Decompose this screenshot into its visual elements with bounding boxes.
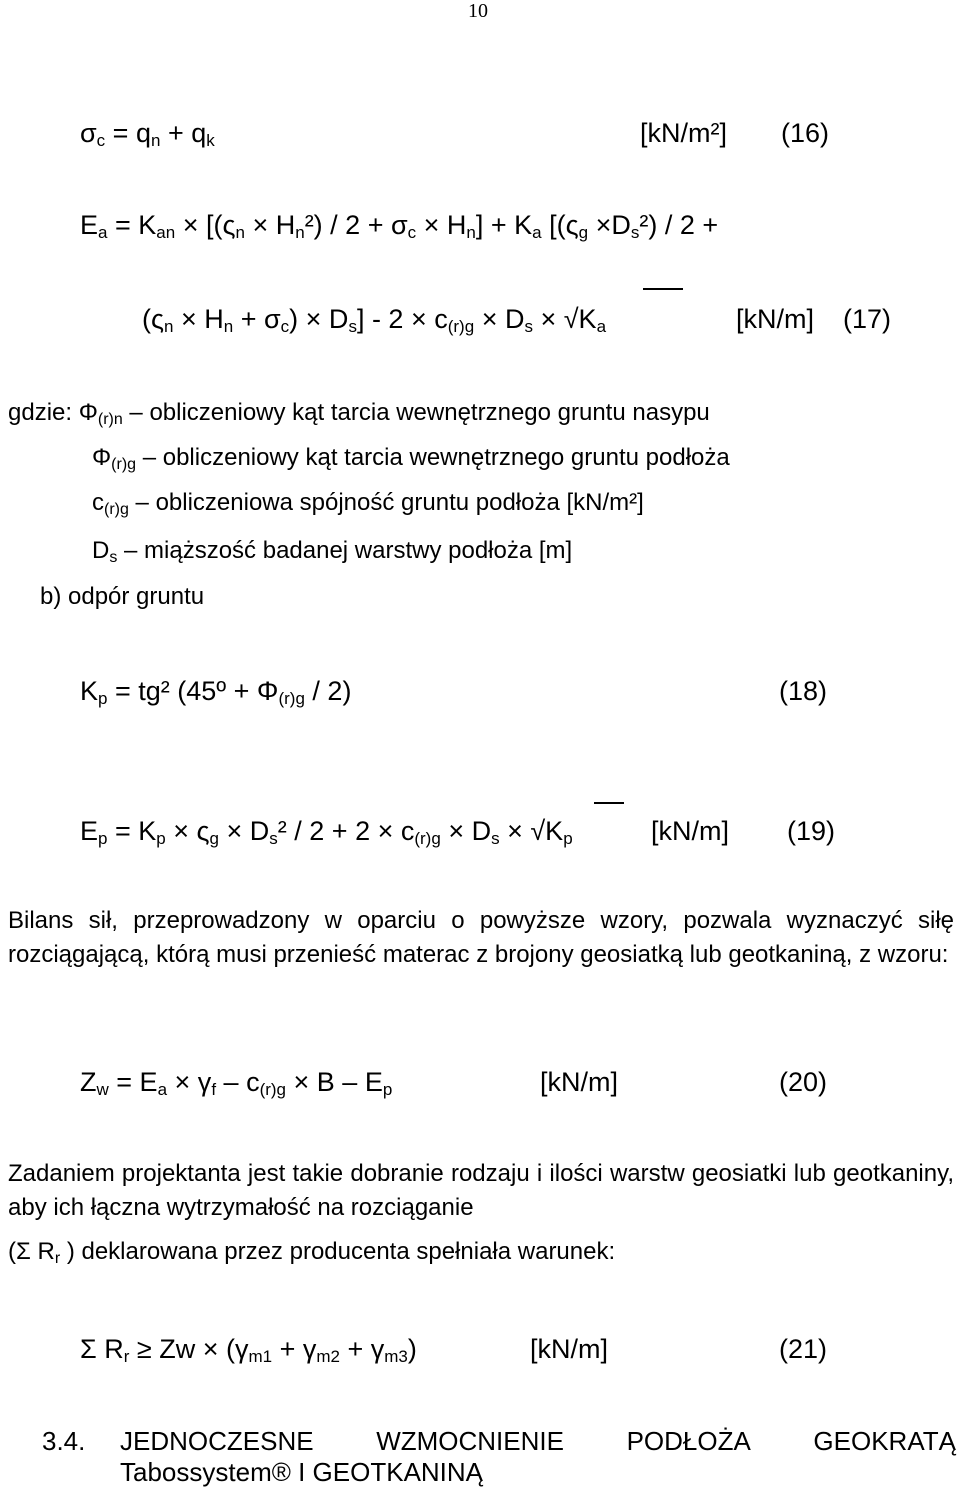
section-number: 3.4. <box>42 1426 86 1456</box>
equation-21-number: (21) <box>779 1334 828 1364</box>
equation-21-unit: [kN/m] <box>530 1334 608 1364</box>
page-number: 10 <box>468 0 488 22</box>
equation-17-line-2: $(\varsigma_n \times H_n + \sigma_c) \times D_s] - 2 \times c_{(r)g} \times D_s \times √K_a$ <box>142 304 607 336</box>
equation-19: $E_p = K_p \times \varsigma_g \times D_s^2 / 2 + 2 \times c_{(r)g} \times D_s \times √K_p$ <box>80 816 573 848</box>
definition-ds: $D_s$ – miąższość badanej warstwy podłoża [m] <box>92 537 573 566</box>
list-item-b: b) odpór gruntu <box>40 583 205 610</box>
equation-18: $K_p = tg^2$ (45º + $\Phi_{(r)g} / 2$) <box>80 676 352 708</box>
paragraph-designer-task: Zadaniem projektanta jest takie dobranie rodzaju i ilości warstw geosiatki lub geotkaniny, aby ich łączna wytrzymałość na rozciąganie <box>8 1160 954 1221</box>
definition-c: $c_{(r)g}$ – obliczeniowa spójność gruntu podłoża [kN/m²] <box>92 489 644 518</box>
sqrt-overbar <box>594 802 624 804</box>
equation-16-number: (16) <box>781 118 830 148</box>
section-heading-line-2: Tabossystem® I GEOTKANINĄ <box>120 1457 484 1487</box>
definition-phi-n: gdzie: $\Phi_{(r)n}$ – obliczeniowy kąt tarcia wewnętrznego gruntu nasypu <box>8 399 710 428</box>
section-heading-line-1 <box>120 1424 956 1458</box>
equation-19-unit: [kN/m] <box>651 816 729 846</box>
definition-phi-g: $\Phi_{(r)g}$ – obliczeniowy kąt tarcia wewnętrznego gruntu podłoża <box>92 444 730 473</box>
equation-21: Σ $R_r \ge Zw \times (\gamma_{m1} + \gamma_{m2} + \gamma_{m3})$ <box>80 1334 417 1366</box>
equation-16-unit: [kN/m²] <box>640 118 727 148</box>
equation-18-number: (18) <box>779 676 828 706</box>
sqrt-overbar <box>643 288 683 290</box>
heading-word: JEDNOCZESNE <box>120 1426 314 1456</box>
heading-word: PODŁOŻA <box>626 1426 751 1456</box>
equation-20: $Z_w = E_a \times \gamma_f - c_{(r)g} \times B - E_p$ <box>80 1067 393 1099</box>
equation-20-number: (20) <box>779 1067 828 1097</box>
heading-word: GEOKRATĄ <box>813 1426 956 1456</box>
equation-17-number: (17) <box>843 304 892 334</box>
equation-17-unit: [kN/m] <box>736 304 814 334</box>
heading-word: WZMOCNIENIE <box>376 1426 564 1456</box>
paragraph-designer-task-condition: (Σ $R_r$ ) deklarowana przez producenta spełniała warunek: <box>8 1238 616 1267</box>
equation-19-number: (19) <box>787 816 836 846</box>
paragraph-force-balance: Bilans sił, przeprowadzony w oparciu o powyższe wzory, pozwala wyznaczyć siłę rozciągającą, którą musi przenieść materac z brojony geosiatką lub geotkaniną, z wzoru: <box>8 907 954 968</box>
equation-17-line-1: $E_a = K_{an} \times [(\varsigma_n \times H_n^2) / 2 + \sigma_c \times H_n] + K_a$ [$(\varsigma_g \times D_s^2) / 2$ + <box>80 210 719 242</box>
equation-20-unit: [kN/m] <box>540 1067 618 1097</box>
equation-16: $\sigma_c = q_n + q_k$ <box>80 118 215 150</box>
